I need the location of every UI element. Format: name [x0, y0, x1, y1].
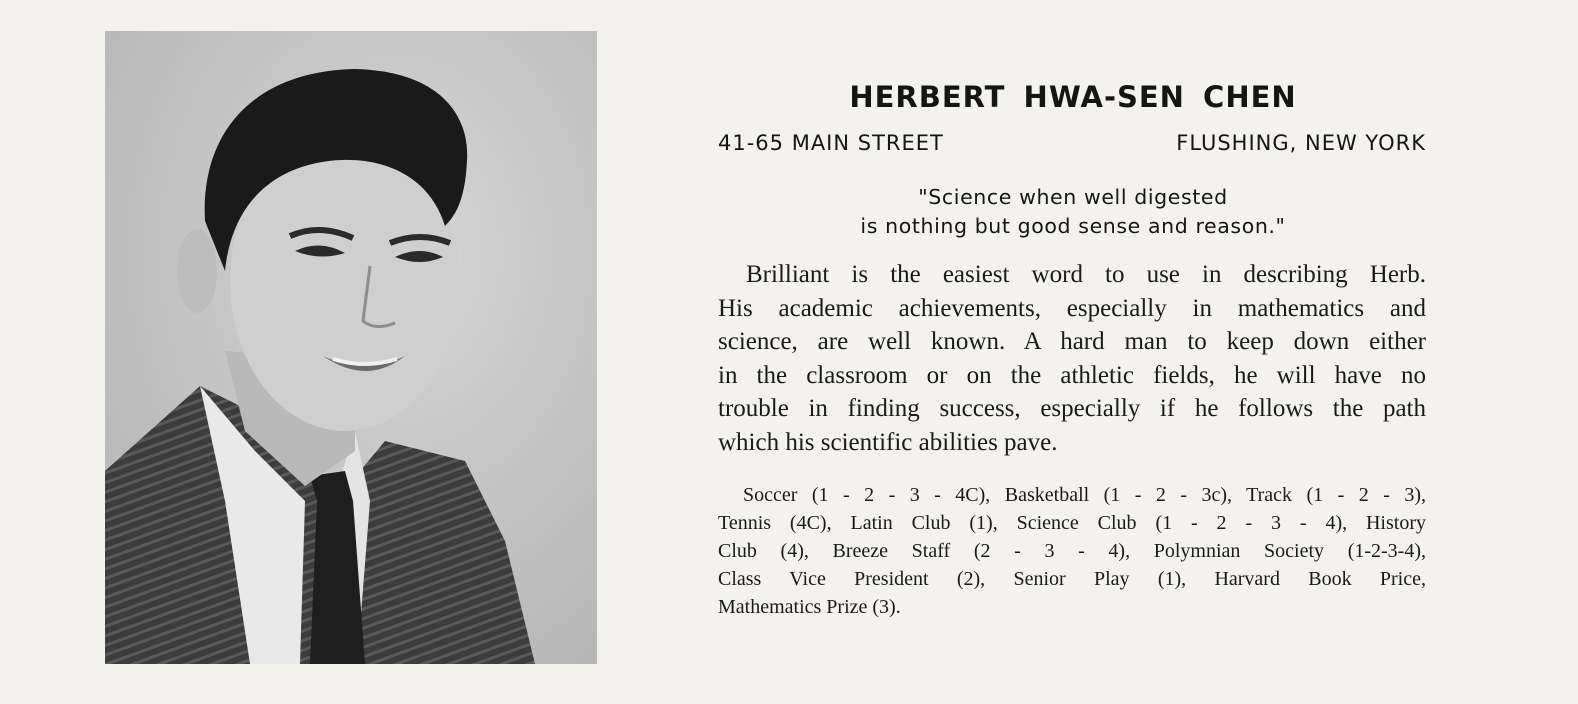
senior-quote	[720, 183, 1426, 241]
bio-line: which his scientific abilities pave.	[718, 428, 1058, 456]
activities-line: Club (4), Breeze Staff (2 - 3 - 4), Polymnian Society (1-2-3-4),	[718, 540, 1426, 562]
student-name: HERBERT HWA-SEN CHEN	[849, 80, 1297, 114]
activities-line: Soccer (1 - 2 - 3 - 4C), Basketball (1 - 2 - 3c), Track (1 - 2 - 3),	[743, 484, 1426, 506]
address-city: FLUSHING, NEW YORK	[1176, 131, 1426, 155]
quote-line: is nothing but good sense and reason."	[860, 214, 1286, 238]
activities-list	[718, 481, 1426, 621]
bio-line: in the classroom or on the athletic fields, he will have no	[718, 361, 1426, 389]
bio-line: His academic achievements, especially in mathematics and	[718, 294, 1426, 322]
portrait-illustration	[105, 31, 597, 664]
quote-line: "Science when well digested	[918, 185, 1228, 209]
bio-line: science, are well known. A hard man to keep down either	[718, 328, 1426, 355]
biography-paragraph	[718, 258, 1426, 459]
activities-line: Mathematics Prize (3).	[718, 596, 901, 618]
bio-line: trouble in finding success, especially if he follows the path	[718, 395, 1426, 422]
activities-line: Tennis (4C), Latin Club (1), Science Club (1 - 2 - 3 - 4), History	[718, 512, 1426, 534]
address-street: 41-65 MAIN STREET	[718, 131, 944, 155]
bio-line: Brilliant is the easiest word to use in describing Herb.	[746, 261, 1426, 288]
portrait-photo	[105, 31, 597, 664]
activities-line: Class Vice President (2), Senior Play (1), Harvard Book Price,	[718, 568, 1426, 590]
